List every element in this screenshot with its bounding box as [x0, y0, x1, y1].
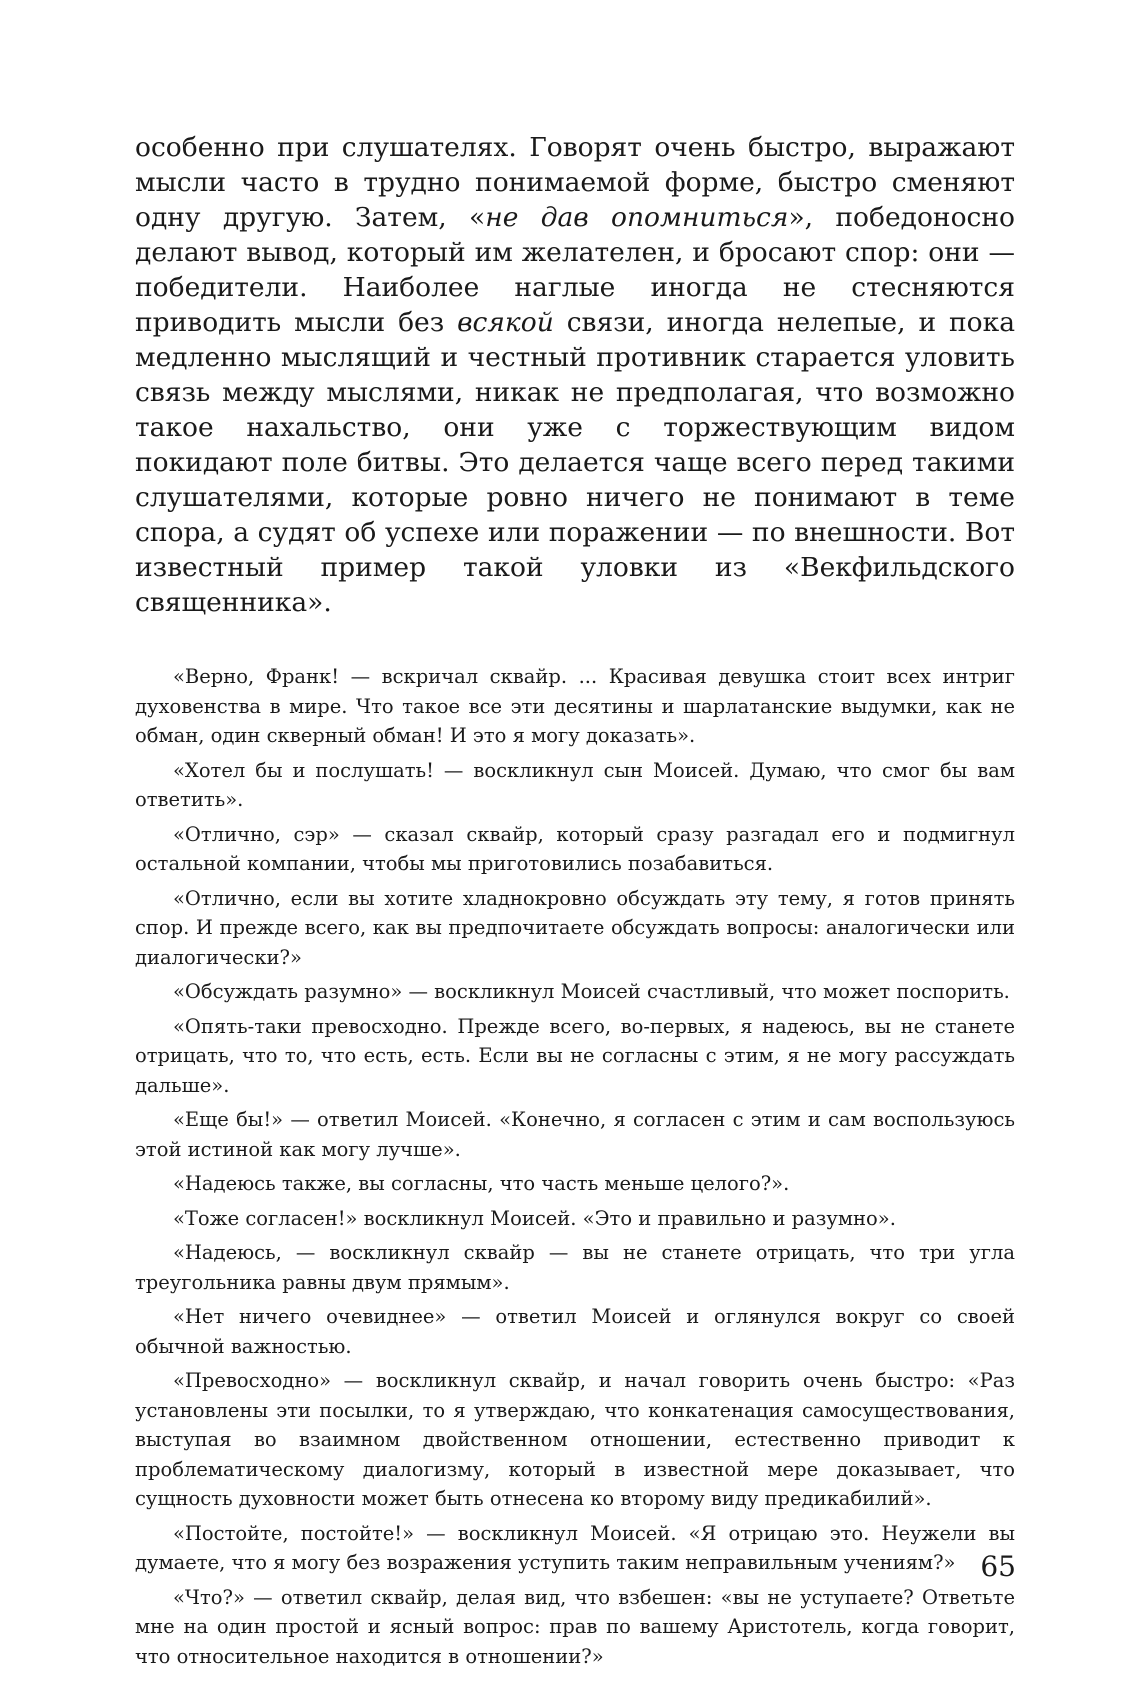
- quote-paragraph: «Надеюсь, — воскликнул сквайр — вы не станете отрицать, что три угла треугольника равны двум прямым».: [135, 1241, 1015, 1294]
- quote-paragraph: «Нет ничего очевиднее» — ответил Моисей и оглянулся вокруг со своей обычной важностью.: [135, 1305, 1015, 1358]
- intro-paragraph: [135, 130, 1015, 620]
- intro-text-3: связи, иногда нелепые, и пока медленно мыслящий и честный противник старается уловить связь между мыслями, никак не предполагая, что возможно такое нахальство, они уже с торжествующим видом покидают поле битвы. Это делается чаще всего перед такими слушателями, которые ровно ничего не понимают в теме спора, а судят об успехе или поражении — по внешности. Вот известный пример такой уловки из «Векфильдского священника».: [135, 307, 1015, 618]
- intro-text-1: особенно при слушателях. Говорят очень быстро, выражают мысли часто в трудно понимаемой форме, быстро сменяют одну другую. Затем, «: [135, 132, 1015, 233]
- quote-paragraph: «Опять-таки превосходно. Прежде всего, во-первых, я надеюсь, вы не станете отрицать, что то, что есть, есть. Если вы не согласны с этим, я не могу рассуждать дальше».: [135, 1014, 1015, 1097]
- quote-paragraph: «Тоже согласен!» воскликнул Моисей. «Это и правильно и разумно».: [173, 1206, 896, 1230]
- quote-paragraph: «Еще бы!» — ответил Моисей. «Конечно, я согласен с этим и сам воспользуюсь этой истиной как могу лучше».: [135, 1108, 1015, 1161]
- quote-paragraph: «Отлично, если вы хотите хладнокровно обсуждать эту тему, я готов принять спор. И прежде всего, как вы предпочитаете обсуждать вопросы: аналогически или диалогически?»: [135, 886, 1015, 969]
- quote-paragraph: «Отлично, сэр» — сказал сквайр, который сразу разгадал его и подмигнул остальной компании, чтобы мы приготовились позабавиться.: [135, 822, 1015, 875]
- quoted-dialogue: [135, 662, 1015, 1671]
- page-number: 65: [980, 1550, 1016, 1583]
- quote-paragraph: «Надеюсь также, вы согласны, что часть меньше целого?».: [173, 1172, 790, 1195]
- quote-paragraph: «Обсуждать разумно» — воскликнул Моисей счастливый, что может поспорить.: [173, 980, 1010, 1003]
- quote-paragraph: «Верно, Франк! — вскричал сквайр. ... Красивая девушка стоит всех интриг духовенства в мире. Что такое все эти десятины и шарлатанские выдумки, как не обман, один скверный обман! И это я могу доказать».: [135, 665, 1015, 747]
- intro-text-2: », победоносно делают вывод, который им желателен, и бросают спор: они — победители. Наиболее наглые иногда не стесняются приводить мысли без: [135, 202, 1015, 338]
- quote-paragraph: «Постойте, постойте!» — воскликнул Моисей. «Я отрицаю это. Неужели вы думаете, что я могу без возражения уступить таким неправильным учениям?»: [135, 1521, 1015, 1574]
- intro-italic-2: всякой: [457, 307, 554, 338]
- quote-paragraph: «Превосходно» — воскликнул сквайр, и начал говорить очень быстро: «Раз установлены эти посылки, то я утверждаю, что конкатенация самосуществования, выступая во взаимном двойственном отношении, естественно приводит к проблематическому диалогизму, который в известной мере доказывает, что сущность духовности может быть отнесена ко второму виду предикабилий».: [135, 1369, 1015, 1510]
- page-body: [135, 130, 1015, 1676]
- intro-italic-1: не дав опомниться: [485, 202, 789, 233]
- quote-paragraph: «Хотел бы и послушать! — воскликнул сын Моисей. Думаю, что смог бы вам ответить».: [135, 758, 1015, 811]
- quote-paragraph: «Что?» — ответил сквайр, делая вид, что взбешен: «вы не уступаете? Ответьте мне на один простой и ясный вопрос: прав по вашему Аристотель, когда говорит, что относительное находится в отношении?»: [135, 1585, 1015, 1668]
